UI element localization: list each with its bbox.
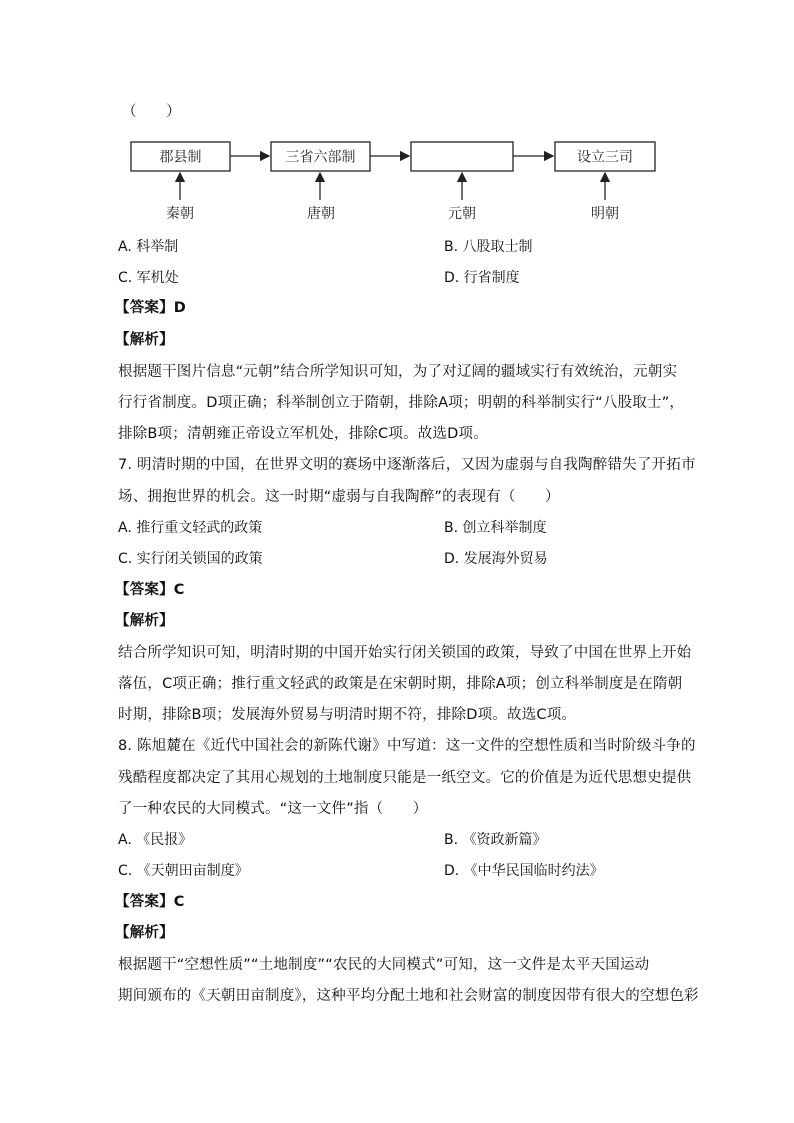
q8-stem-line-1: 8. 陈旭麓在《近代中国社会的新陈代谢》中写道：这一文件的空想性质和当时阶级斗争的	[118, 738, 696, 754]
q7-stem-line-2: 场、拥抱世界的机会。这一时期“虚弱与自我陶醉”的表现有（ ）	[118, 489, 560, 505]
q7-option-b: B. 创立科举制度	[444, 520, 547, 536]
q6-option-a: A. 科举制	[118, 239, 179, 255]
q7-stem-line-1: 7. 明清时期的中国，在世界文明的赛场中逐渐落后，又因为虚弱与自我陶醉错失了开拓市	[118, 457, 696, 473]
q6-stem-tail: （ ）	[122, 104, 181, 120]
q8-stem-line-3: 了一种农民的大同模式。“这一文件”指（ ）	[118, 801, 428, 817]
q6-option-b: B. 八股取士制	[444, 239, 533, 255]
diagram-label-1: 秦朝	[166, 206, 194, 222]
q8-stem-line-2: 残酷程度都决定了其用心规划的土地制度只能是一纸空文。它的价值是为近代思想史提供	[118, 770, 692, 786]
q7-option-d: D. 发展海外贸易	[444, 551, 548, 567]
q6-analysis-line-2: 行行省制度。D项正确；科举制创立于隋朝，排除A项；明朝的科举制实行“八股取士”，	[118, 395, 685, 411]
q7-option-a: A. 推行重文轻武的政策	[118, 520, 263, 536]
q7-analysis-line-3: 时期，排除B项；发展海外贸易与明清时期不符，排除D项。故选C项。	[118, 707, 577, 723]
diagram-label-2: 唐朝	[307, 206, 335, 222]
q7-analysis-title: 【解析】	[115, 613, 174, 629]
q7-answer: 【答案】C	[115, 582, 185, 598]
diagram-label-4: 明朝	[591, 206, 619, 222]
q6-option-d: D. 行省制度	[444, 270, 520, 286]
q6-analysis-line-1: 根据题干图片信息“元朝”结合所学知识可知，为了对辽阔的疆域实行有效统治，元朝实	[118, 364, 678, 380]
q6-analysis-line-3: 排除B项；清朝雍正帝设立军机处，排除C项。故选D项。	[118, 426, 488, 442]
q7-option-c: C. 实行闭关锁国的政策	[118, 551, 263, 567]
q7-analysis-line-2: 落伍，C项正确；推行重文轻武的政策是在宋朝时期，排除A项；创立科举制度是在隋朝	[118, 676, 683, 692]
q8-option-c: C. 《天朝田亩制度》	[118, 863, 249, 879]
q8-analysis-line-2: 期间颁布的《天朝田亩制度》，这种平均分配土地和社会财富的制度因带有很大的空想色彩	[118, 988, 699, 1004]
q7-analysis-line-1: 结合所学知识可知，明清时期的中国开始实行闭关锁国的政策，导致了中国在世界上开始	[118, 645, 692, 661]
diagram-box-4-text: 设立三司	[577, 149, 633, 166]
q6-answer: 【答案】D	[115, 300, 187, 316]
diagram-label-3: 元朝	[448, 206, 476, 222]
q8-option-d: D. 《中华民国临时约法》	[444, 863, 604, 879]
diagram-box-1-text: 郡县制	[159, 149, 202, 166]
q8-answer: 【答案】C	[115, 894, 185, 910]
q6-option-c: C. 军机处	[118, 270, 179, 286]
q8-analysis-line-1: 根据题干“空想性质”“土地制度”“农民的大同模式”可知，这一文件是太平天国运动	[118, 957, 650, 973]
q6-analysis-title: 【解析】	[115, 332, 174, 348]
diagram-box-2-text: 三省六部制	[285, 149, 356, 166]
q8-option-b: B. 《资政新篇》	[444, 832, 547, 848]
q6-diagram	[0, 0, 794, 240]
diagram-box-3	[411, 142, 513, 171]
q8-analysis-title: 【解析】	[115, 925, 174, 941]
q8-option-a: A. 《民报》	[118, 832, 193, 848]
